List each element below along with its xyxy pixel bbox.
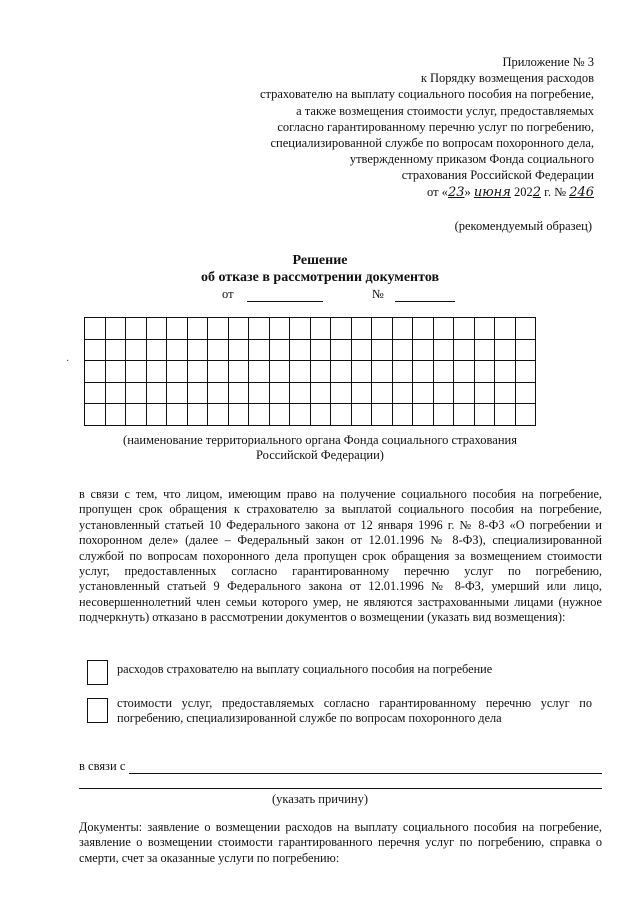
date-mid: »: [464, 184, 474, 199]
grid-cell[interactable]: [126, 382, 147, 404]
grid-cell[interactable]: [167, 361, 188, 383]
appendix-line: а также возмещения стоимости услуг, предоставляемых: [296, 103, 594, 118]
grid-cell[interactable]: [372, 404, 393, 426]
grid-cell[interactable]: [146, 361, 167, 383]
grid-cell[interactable]: [228, 318, 249, 340]
grid-cell[interactable]: [433, 361, 454, 383]
grid-cell[interactable]: [85, 361, 106, 383]
grid-cell[interactable]: [105, 339, 126, 361]
grid-cell[interactable]: [126, 361, 147, 383]
grid-cell[interactable]: [310, 318, 331, 340]
order-number: 246: [569, 184, 594, 200]
grid-cell[interactable]: [454, 404, 475, 426]
grid-cell[interactable]: [228, 361, 249, 383]
grid-cell[interactable]: [249, 382, 270, 404]
grid-cell[interactable]: [208, 382, 229, 404]
reason-field-continuation[interactable]: [79, 787, 602, 789]
grid-cell[interactable]: [495, 339, 516, 361]
grid-cell[interactable]: [105, 361, 126, 383]
grid-cell[interactable]: [290, 339, 311, 361]
appendix-line: утвержденному приказом Фонда социального: [349, 152, 594, 167]
grid-cell[interactable]: [146, 382, 167, 404]
grid-cell[interactable]: [433, 382, 454, 404]
grid-cell[interactable]: [187, 318, 208, 340]
grid-row: [85, 318, 536, 340]
grid-cell[interactable]: [249, 404, 270, 426]
reason-hint: (указать причину): [271, 792, 368, 806]
grid-cell[interactable]: [474, 404, 495, 426]
grid-row: [85, 382, 536, 404]
grid-cell[interactable]: [372, 339, 393, 361]
from-label: от: [222, 287, 234, 301]
grid-cell[interactable]: [310, 382, 331, 404]
grid-cell[interactable]: [208, 361, 229, 383]
grid-cell[interactable]: [413, 382, 434, 404]
grid-cell[interactable]: [105, 318, 126, 340]
grid-cell[interactable]: [433, 404, 454, 426]
grid-cell[interactable]: [495, 318, 516, 340]
territorial-body-grid[interactable]: [84, 317, 536, 426]
option-funeral-services: [87, 696, 592, 727]
grid-cell[interactable]: [392, 382, 413, 404]
grid-cell[interactable]: [167, 318, 188, 340]
appendix-line: согласно гарантированному перечню услуг по погребению,: [277, 119, 594, 134]
grid-cell[interactable]: [413, 361, 434, 383]
grid-cell[interactable]: [413, 404, 434, 426]
grid-cell[interactable]: [310, 361, 331, 383]
appendix-line: Приложение № 3: [502, 55, 594, 69]
grid-cell[interactable]: [85, 339, 106, 361]
grid-cell[interactable]: [331, 361, 352, 383]
appendix-line: страхователю на выплату социального пособия на погребение,: [259, 87, 594, 102]
grid-cell[interactable]: [351, 339, 372, 361]
grid-cell[interactable]: [146, 318, 167, 340]
grid-cell[interactable]: [187, 361, 208, 383]
grid-cell[interactable]: [413, 318, 434, 340]
grid-cell[interactable]: [105, 382, 126, 404]
grid-cell[interactable]: [392, 404, 413, 426]
date-day: 23: [447, 184, 465, 200]
grid-cell[interactable]: [372, 382, 393, 404]
grid-cell[interactable]: [249, 339, 270, 361]
margin-mark: ·: [66, 356, 70, 367]
grid-cell[interactable]: [249, 318, 270, 340]
grid-cell[interactable]: [187, 404, 208, 426]
grid-cell[interactable]: [433, 339, 454, 361]
date-number-line: [222, 287, 455, 302]
grid-cell[interactable]: [454, 382, 475, 404]
grid-cell[interactable]: [269, 318, 290, 340]
grid-cell[interactable]: [208, 318, 229, 340]
grid-cell[interactable]: [331, 404, 352, 426]
grid-cell[interactable]: [310, 404, 331, 426]
grid-cell[interactable]: [392, 339, 413, 361]
grid-cell[interactable]: [228, 382, 249, 404]
date-field[interactable]: [247, 289, 323, 302]
checkbox-funeral-services[interactable]: [87, 698, 108, 723]
grid-cell[interactable]: [474, 382, 495, 404]
number-label: №: [371, 287, 384, 301]
grid-cell[interactable]: [351, 382, 372, 404]
grid-caption-line: Российской Федерации): [256, 448, 384, 462]
grid-cell[interactable]: [310, 339, 331, 361]
grid-cell[interactable]: [474, 318, 495, 340]
grid-cell[interactable]: [474, 361, 495, 383]
appendix-line: к Порядку возмещения расходов: [420, 71, 594, 86]
grid-cell[interactable]: [433, 318, 454, 340]
grid-cell[interactable]: [290, 404, 311, 426]
decision-subtitle: об отказе в рассмотрении документов: [200, 270, 440, 285]
grid-caption: [0, 433, 640, 463]
grid-cell[interactable]: [515, 318, 536, 340]
reason-line: [79, 759, 602, 774]
grid-cell[interactable]: [290, 382, 311, 404]
grid-cell[interactable]: [474, 339, 495, 361]
grid-cell[interactable]: [454, 339, 475, 361]
grid-cell[interactable]: [290, 318, 311, 340]
grid-cell[interactable]: [249, 361, 270, 383]
grid-cell[interactable]: [515, 339, 536, 361]
grid-cell[interactable]: [187, 339, 208, 361]
grid-cell[interactable]: [331, 318, 352, 340]
option-label: стоимости услуг, предоставляемых согласно гарантированному перечню услуг по погребению, специализированной службе по вопросам похоронного дела: [117, 696, 592, 726]
grid-cell[interactable]: [228, 404, 249, 426]
date-year-digit: 2: [532, 184, 542, 200]
grid-cell[interactable]: [331, 382, 352, 404]
appendix-header: [194, 54, 594, 201]
grid-cell[interactable]: [392, 361, 413, 383]
grid-cell[interactable]: [146, 404, 167, 426]
grid-cell[interactable]: [515, 404, 536, 426]
grid-cell[interactable]: [515, 361, 536, 383]
reason-label: в связи с: [79, 759, 126, 773]
grid-cell[interactable]: [372, 361, 393, 383]
grid-cell[interactable]: [146, 339, 167, 361]
grid-cell[interactable]: [85, 318, 106, 340]
grid-cell[interactable]: [208, 339, 229, 361]
reason-field[interactable]: [129, 761, 602, 774]
grid-cell[interactable]: [269, 404, 290, 426]
grid-cell[interactable]: [126, 318, 147, 340]
grid-cell[interactable]: [495, 382, 516, 404]
grid-cell[interactable]: [372, 318, 393, 340]
grid-cell[interactable]: [167, 404, 188, 426]
number-field[interactable]: [395, 289, 455, 302]
grid-cell[interactable]: [351, 318, 372, 340]
grid-cell[interactable]: [331, 339, 352, 361]
grid-row: [85, 339, 536, 361]
grid-cell[interactable]: [269, 382, 290, 404]
grid-cell[interactable]: [269, 339, 290, 361]
grid-row: [85, 361, 536, 383]
appendix-line: специализированной службе по вопросам похоронного дела,: [270, 136, 594, 151]
grid-cell[interactable]: [208, 404, 229, 426]
grid-cell[interactable]: [454, 318, 475, 340]
grid-cell[interactable]: [351, 361, 372, 383]
grid-cell[interactable]: [85, 382, 106, 404]
grid-cell[interactable]: [351, 404, 372, 426]
option-label: расходов страхователю на выплату социального пособия на погребение: [117, 662, 493, 676]
date-year-suffix: г. №: [541, 184, 570, 199]
checkbox-burial-allowance[interactable]: [87, 660, 108, 685]
grid-cell[interactable]: [167, 382, 188, 404]
documents-paragraph: Документы: заявление о возмещении расходов на выплату социального пособия на погребение, заявление о возмещении стоимости гарантированного перечня услуг по погребению, справка о смерти, счет за оказанные услуги по погребению:: [79, 820, 602, 865]
grid-caption-line: (наименование территориального органа Фонда социального страхования: [123, 433, 517, 447]
appendix-line: страхования Российской Федерации: [401, 168, 594, 183]
grid-cell[interactable]: [413, 339, 434, 361]
grid-cell[interactable]: [495, 361, 516, 383]
body-paragraph: в связи с тем, что лицом, имеющим право на получение социального пособия на погребение, пропущен срок обращения к страхователю за выплатой социального пособия на погребение, установленный статьей 10 Федерального закона от 12 января 1996 г. № 8-ФЗ «О погребении и похоронном деле» (далее – Федеральный закон от 12.01.1996 № 8-ФЗ), специализированной службой по вопросам похоронного дела пропущен срок обращения за возмещением стоимости услуг, предоставленных согласно гарантированному перечню услуг по погребению, установленный статьей 9 Федерального закона от 12.01.1996 № 8-ФЗ, умерший или лицо, несовершеннолетний член семьи которого умер, не являются застрахованными лицами (нужное подчеркнуть) отказано в рассмотрении документов о возмещении (указать вид возмещения):: [79, 487, 602, 625]
grid-cell[interactable]: [290, 361, 311, 383]
grid-cell[interactable]: [269, 361, 290, 383]
grid-cell[interactable]: [228, 339, 249, 361]
date-prefix: от «: [427, 184, 448, 199]
grid-cell[interactable]: [392, 318, 413, 340]
date-month: июня: [473, 184, 511, 200]
grid-cell[interactable]: [515, 382, 536, 404]
grid-cell[interactable]: [167, 339, 188, 361]
appendix-date-line: [194, 184, 594, 201]
grid-cell[interactable]: [126, 404, 147, 426]
grid-cell[interactable]: [126, 339, 147, 361]
decision-title: Решение: [292, 253, 348, 268]
grid-cell[interactable]: [85, 404, 106, 426]
grid-cell[interactable]: [495, 404, 516, 426]
option-burial-allowance: [87, 660, 492, 685]
grid-cell[interactable]: [454, 361, 475, 383]
sample-note: (рекомендуемый образец): [454, 219, 592, 233]
grid-cell[interactable]: [105, 404, 126, 426]
grid-cell[interactable]: [187, 382, 208, 404]
date-year-prefix: 202: [510, 184, 533, 199]
grid-row: [85, 404, 536, 426]
